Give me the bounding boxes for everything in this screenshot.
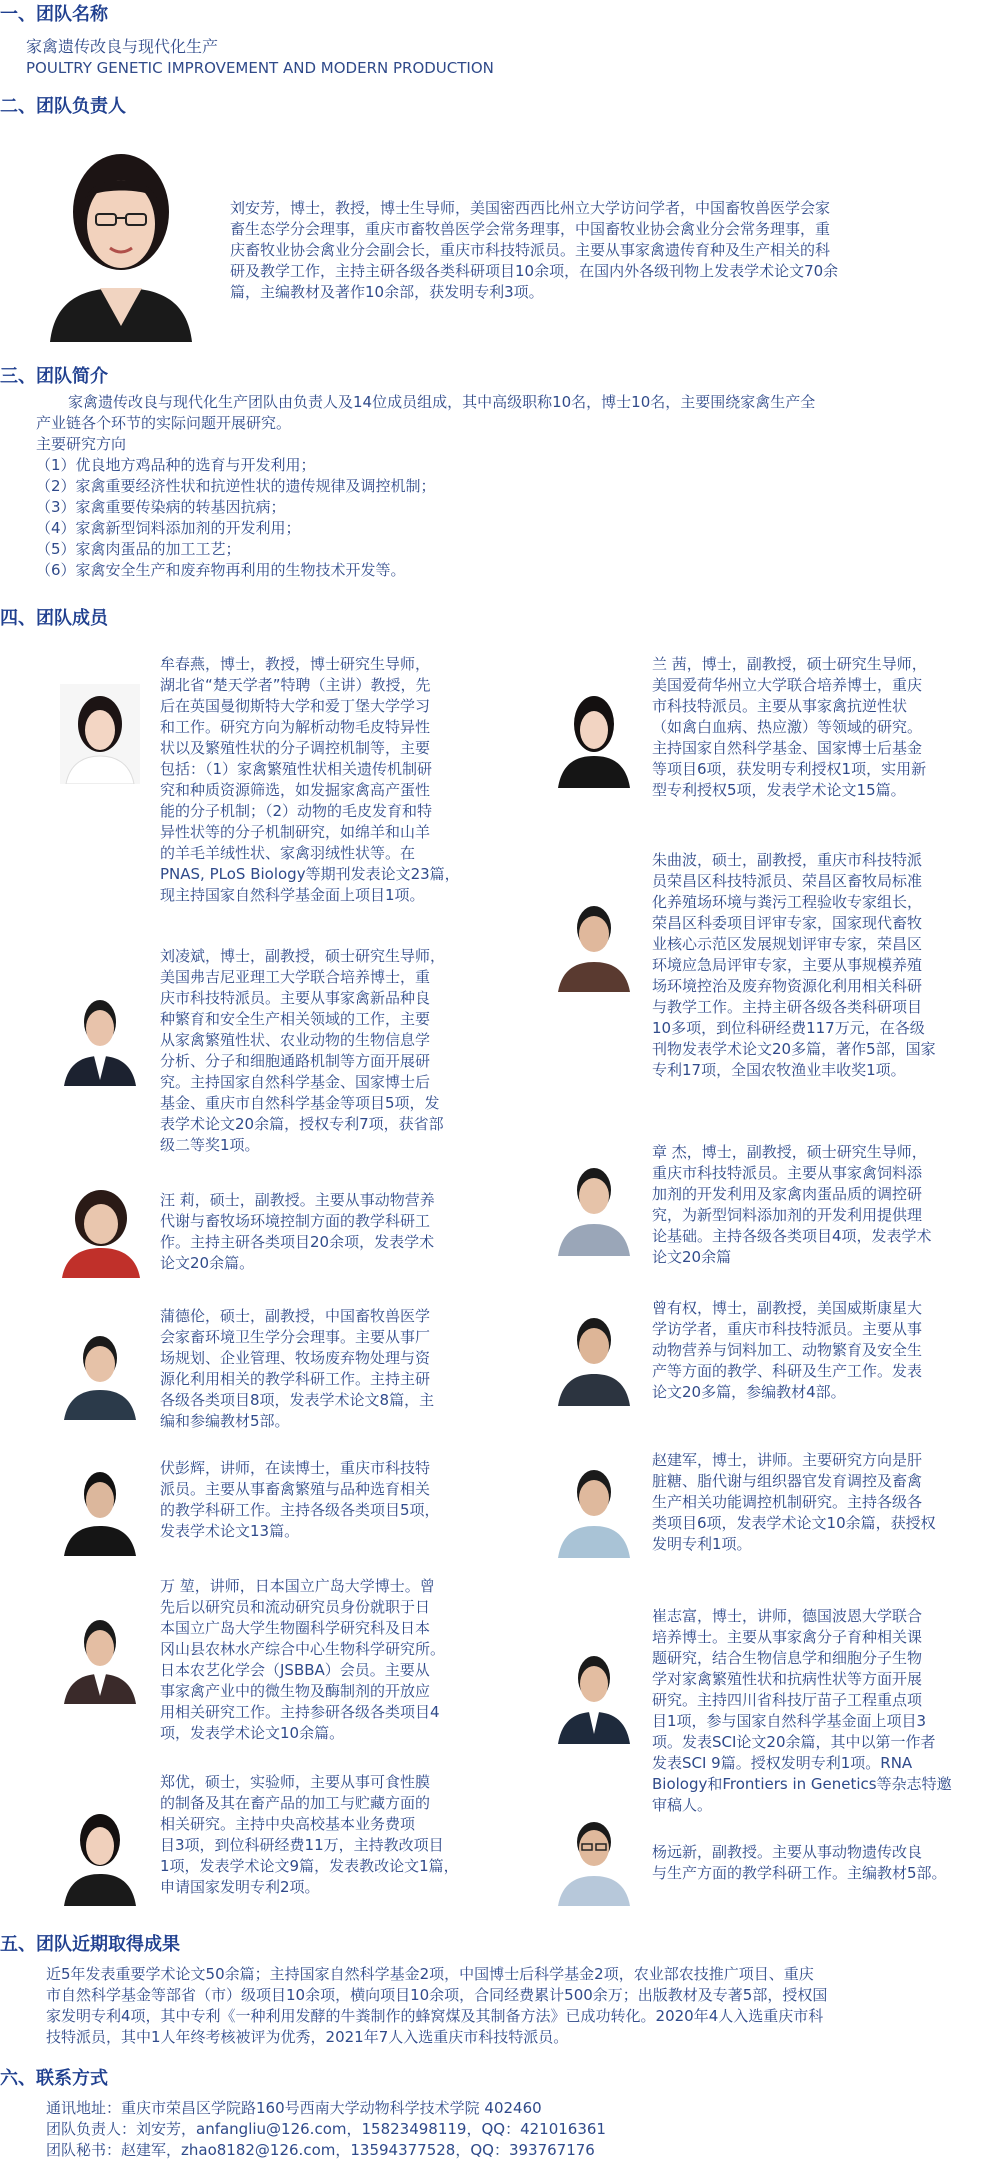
member-bio-line: 牟春燕，博士，教授，博士研究生导师， — [160, 655, 431, 673]
member-bio-line: 发表学术论文13篇。 — [160, 1522, 300, 1540]
member-bio-line: 事家禽产业中的微生物及酶制剂的开放应 — [160, 1682, 431, 1700]
member-bio-line: 相关研究。主持中央高校基本业务费项 — [160, 1815, 416, 1833]
member-bio-line: 场规划、企业管理、牧场废弃物处理与资 — [160, 1349, 431, 1367]
member-bio-line: 作。主持主研各类项目20余项，发表学术 — [160, 1233, 435, 1251]
member-bio-line: 刘凌斌，博士，副教授，硕士研究生导师， — [160, 947, 446, 965]
member-bio-line: 本国立广岛大学生物圈科学研究科及日本 — [160, 1619, 431, 1637]
member-bio-line: 研究。主持四川省科技厅苗子工程重点项 — [652, 1691, 923, 1709]
member-bio-line: 后在英国曼彻斯特大学和爱丁堡大学学习 — [160, 697, 431, 715]
member-bio-line: 市科技特派员。主要从事家禽抗逆性状 — [652, 697, 908, 715]
leader-photo — [40, 138, 202, 342]
member-photo — [554, 1806, 634, 1906]
member-bio-line: 专利17项，全国农牧渔业丰收奖1项。 — [652, 1061, 906, 1079]
member-bio-line: 伏彭辉，讲师，在读博士，重庆市科技特 — [160, 1459, 431, 1477]
member-bio-line: 究和种质资源筛选，如发掘家禽高产蛋性 — [160, 781, 431, 799]
member-bio-line: 从家禽繁殖性状、农业动物的生物信息学 — [160, 1031, 431, 1049]
member-bio-line: 项。发表SCI论文20余篇，其中以第一作者 — [652, 1733, 936, 1751]
member-bio-line: 汪 莉，硕士，副教授。主要从事动物营养 — [160, 1191, 435, 1209]
member-bio-line: 基金、重庆市自然科学基金等项目5项，发 — [160, 1094, 440, 1112]
member-bio-line: 业核心示范区发展规划评审专家，荣昌区 — [652, 935, 923, 953]
team-intro-line: 产业链各个环节的实际问题开展研究。 — [36, 414, 292, 432]
member-bio-line: 曾有权，博士，副教授，美国威斯康星大 — [652, 1299, 923, 1317]
member-bio-line: 培养博士。主要从事家禽分子育种相关课 — [652, 1628, 923, 1646]
member-bio-line: 表学术论文20余篇，授权专利7项，获省部 — [160, 1115, 444, 1133]
member-bio-line: 等项目6项，获发明专利授权1项，实用新 — [652, 760, 927, 778]
member-photo — [554, 890, 634, 992]
research-direction-item: （1）优良地方鸡品种的选育与开发利用； — [36, 456, 316, 474]
leader-bio-line: 篇，主编教材及著作10余部，获发明专利3项。 — [230, 283, 544, 301]
team-name-cn: 家禽遗传改良与现代化生产 — [26, 37, 219, 56]
member-bio-line: 员荣昌区科技特派员、荣昌区畜牧局标准 — [652, 872, 923, 890]
member-bio — [652, 1606, 952, 1816]
member-bio — [160, 1772, 459, 1898]
section-title-team-members: 四、团队成员 — [0, 608, 108, 629]
member-bio-line: 美国弗吉尼亚理工大学联合培养博士，重 — [160, 968, 431, 986]
member-bio-line: 兰 茜，博士，副教授，硕士研究生导师， — [652, 655, 927, 673]
member-bio-line: 重庆市科技特派员。主要从事家禽饲料添 — [652, 1164, 923, 1182]
member-bio-line: 万 堃，讲师，日本国立广岛大学博士。曾 — [160, 1577, 435, 1595]
achievements-text — [46, 1964, 827, 2048]
member-bio-line: 章 杰，博士，副教授，硕士研究生导师， — [652, 1143, 927, 1161]
member-bio-line: 会家畜环境卫生学分会理事。主要从事厂 — [160, 1328, 431, 1346]
member-bio-line: 环境应急局评审专家，主要从事规模养殖 — [652, 956, 923, 974]
member-bio-line: 生产相关功能调控机制研究。主持各级各 — [652, 1493, 923, 1511]
member-photo — [554, 1454, 634, 1558]
member-bio-line: 级二等奖1项。 — [160, 1136, 260, 1154]
member-bio-line: 庆市科技特派员。主要从事家禽新品种良 — [160, 989, 431, 1007]
member-bio — [652, 850, 936, 1081]
member-bio-line: 先后以研究员和流动研究员身份就职于日 — [160, 1598, 431, 1616]
member-bio-line: 各级各类项目8项，发表学术论文8篇，主 — [160, 1391, 435, 1409]
member-bio-line: 究，为新型饲料添加剂的开发利用提供理 — [652, 1206, 923, 1224]
member-bio-line: 动物营养与饲料加工、动物繁育及安全生 — [652, 1341, 923, 1359]
contact-address: 通讯地址：重庆市荣昌区学院路160号西南大学动物科学技术学院 402460 — [46, 2099, 542, 2117]
member-bio-line: 编和参编教材5部。 — [160, 1412, 290, 1430]
team-intro-line: 家禽遗传改良与现代化生产团队由负责人及14位成员组成，其中高级职称10名，博士10名，主要围绕家禽生产全 — [68, 393, 816, 411]
member-bio-line: 的教学科研工作。主持各级各类项目5项， — [160, 1501, 440, 1519]
member-bio-line: 杨远新，副教授。主要从事动物遗传改良 — [652, 1843, 923, 1861]
member-bio-line: 种繁育和安全生产相关领域的工作，主要 — [160, 1010, 431, 1028]
member-bio-line: 申请国家发明专利2项。 — [160, 1878, 320, 1896]
team-intro — [36, 392, 815, 581]
member-bio-line: 能的分子机制；（2）动物的毛皮发育和特 — [160, 802, 433, 820]
member-bio-line: 脏糖、脂代谢与组织器官发育调控及畜禽 — [652, 1472, 923, 1490]
research-directions-title: 主要研究方向 — [36, 435, 127, 453]
member-bio-line: 目1项，参与国家自然科学基金面上项目3 — [652, 1712, 927, 1730]
section-title-team-leader: 二、团队负责人 — [0, 96, 126, 117]
member-bio-line: 包括：（1）家禽繁殖性状相关遗传机制研 — [160, 760, 433, 778]
achievements-line: 近5年发表重要学术论文50余篇；主持国家自然科学基金2项，中国博士后科学基金2项，农业部农技推广项目、重庆 — [46, 1965, 814, 1983]
member-bio-line: 朱曲波，硕士，副教授，重庆市科技特派 — [652, 851, 923, 869]
member-bio-line: 项，发表学术论文10余篇。 — [160, 1724, 345, 1742]
achievements-line: 技特派员，其中1人年终考核被评为优秀，2021年7人入选重庆市科技特派员。 — [46, 2028, 569, 2046]
member-photo — [60, 1800, 140, 1906]
member-photo — [60, 1320, 140, 1420]
member-bio-line: 题研究，结合生物信息学和细胞分子生物 — [652, 1649, 923, 1667]
member-bio-line: 主持国家自然科学基金、国家博士后基金 — [652, 739, 923, 757]
contact-leader[interactable]: 团队负责人：刘安芳，anfangliu@126.com，15823498119，QQ：421016361 — [46, 2120, 606, 2138]
research-direction-item: （3）家禽重要传染病的转基因抗病； — [36, 498, 286, 516]
leader-bio-line: 畜生态学分会理事，重庆市畜牧兽医学会常务理事，中国畜牧业协会禽业分会常务理事，重 — [230, 220, 831, 238]
member-bio — [652, 1142, 932, 1268]
member-bio-line: PNAS, PLoS Biology等期刊发表论文23篇， — [160, 865, 460, 883]
achievements-line: 市自然科学基金等部省（市）级项目10余项，横向项目10余项，合同经费累计500余万；出版教材及专著5部，授权国 — [46, 1986, 828, 2004]
section-title-team-name: 一、团队名称 — [0, 4, 108, 25]
member-bio-line: Biology和Frontiers in Genetics等杂志特邀 — [652, 1775, 952, 1793]
member-bio-line: 代谢与畜牧场环境控制方面的教学科研工 — [160, 1212, 431, 1230]
section-title-contact: 六、联系方式 — [0, 2068, 108, 2089]
member-photo — [60, 684, 140, 784]
member-bio — [160, 946, 445, 1156]
member-photo — [554, 1302, 634, 1406]
contact-info — [46, 2098, 606, 2161]
member-bio-line: 发表SCI 9篇。授权发明专利1项。RNA — [652, 1754, 913, 1772]
member-bio-line: 论基础。主持各级各类项目4项，发表学术 — [652, 1227, 932, 1245]
member-bio-line: 加剂的开发利用及家禽肉蛋品质的调控研 — [652, 1185, 923, 1203]
member-bio-line: 究。主持国家自然科学基金、国家博士后 — [160, 1073, 431, 1091]
member-bio-line: 湖北省“楚天学者”特聘（主讲）教授，先 — [160, 676, 431, 694]
member-bio-line: 与教学工作。主持主研各级各类科研项目 — [652, 998, 923, 1016]
member-bio-line: 状以及繁殖性状的分子调控机制等，主要 — [160, 739, 431, 757]
member-photo — [60, 1178, 142, 1278]
leader-bio-line: 庆畜牧业协会禽业分会副会长，重庆市科技特派员。主要从事家禽遗传育种及生产相关的科 — [230, 241, 831, 259]
member-bio-line: 的羊毛羊绒性状、家禽羽绒性状等。在 — [160, 844, 416, 862]
member-bio-line: 蒲德伦，硕士，副教授，中国畜牧兽医学 — [160, 1307, 431, 1325]
member-bio-line: 现主持国家自然科学基金面上项目1项。 — [160, 886, 425, 904]
member-bio-line: 论文20多篇，参编教材4部。 — [652, 1383, 846, 1401]
member-photo — [554, 1152, 634, 1256]
member-photo — [60, 1604, 140, 1704]
member-bio-line: 型专利授权5项，发表学术论文15篇。 — [652, 781, 906, 799]
member-bio-line: 化养殖场环境与粪污工程验收专家组长， — [652, 893, 923, 911]
leader-bio-line: 刘安芳，博士，教授，博士生导师，美国密西西比州立大学访问学者，中国畜牧兽医学会家 — [230, 199, 831, 217]
member-bio-line: 产等方面的教学、科研及生产工作。发表 — [652, 1362, 923, 1380]
leader-bio-line: 研及教学工作，主持主研各级各类科研项目10余项，在国内外各级刊物上发表学术论文70余 — [230, 262, 839, 280]
member-bio — [160, 654, 460, 906]
member-bio — [652, 654, 927, 801]
contact-secretary[interactable]: 团队秘书：赵建军，zhao8182@126.com，13594377528，QQ：393767176 — [46, 2141, 595, 2159]
member-bio-line: 场环境控治及废弃物资源化利用相关科研 — [652, 977, 923, 995]
member-bio-line: 学访学者，重庆市科技特派员。主要从事 — [652, 1320, 923, 1338]
member-bio-line: 论文20余篇。 — [160, 1254, 255, 1272]
member-bio — [160, 1190, 435, 1274]
member-bio-line: 用相关研究工作。主持参研各级各类项目4 — [160, 1703, 440, 1721]
member-photo — [60, 1456, 140, 1556]
member-bio-line: 异性状等的分子机制研究，如绵羊和山羊 — [160, 823, 431, 841]
achievements-line: 家发明专利4项，其中专利《一种利用发酵的牛粪制作的蜂窝煤及其制备方法》已成功转化。2020年4人入选重庆市科 — [46, 2007, 824, 2025]
member-bio-line: 类项目6项，发表学术论文10余篇，获授权 — [652, 1514, 936, 1532]
member-bio — [652, 1450, 936, 1555]
member-bio-line: 论文20余篇 — [652, 1248, 732, 1266]
member-bio-line: 分析、分子和细胞通路机制等方面开展研 — [160, 1052, 431, 1070]
member-bio-line: 冈山县农林水产综合中心生物科学研究所。 — [160, 1640, 446, 1658]
member-photo — [60, 984, 140, 1086]
member-bio-line: 刊物发表学术论文20多篇，著作5部，国家 — [652, 1040, 936, 1058]
member-bio — [652, 1842, 947, 1884]
member-bio — [160, 1458, 440, 1542]
member-photo — [554, 1640, 634, 1744]
research-direction-item: （2）家禽重要经济性状和抗逆性状的遗传规律及调控机制； — [36, 477, 436, 495]
member-bio-line: （如禽白血病、热应激）等领域的研究。 — [652, 718, 923, 736]
member-bio-line: 学对家禽繁殖性状和抗病性状等方面开展 — [652, 1670, 923, 1688]
member-bio-line: 荣昌区科委项目评审专家，国家现代畜牧 — [652, 914, 923, 932]
member-bio-line: 美国爱荷华州立大学联合培养博士，重庆 — [652, 676, 923, 694]
member-bio-line: 发明专利1项。 — [652, 1535, 752, 1553]
member-photo — [554, 684, 634, 788]
member-bio-line: 与生产方面的教学科研工作。主编教材5部。 — [652, 1864, 947, 1882]
section-title-achievements: 五、团队近期取得成果 — [0, 1934, 180, 1955]
member-bio-line: 10多项，到位科研经费117万元，在各级 — [652, 1019, 925, 1037]
member-bio-line: 源化利用相关的教学科研工作。主持主研 — [160, 1370, 431, 1388]
member-bio-line: 1项，发表学术论文9篇，发表教改论文1篇， — [160, 1857, 459, 1875]
member-bio-line: 郑优，硕士，实验师，主要从事可食性膜 — [160, 1773, 431, 1791]
team-name-en: POULTRY GENETIC IMPROVEMENT AND MODERN PRODUCTION — [26, 59, 494, 77]
research-direction-item: （4）家禽新型饲料添加剂的开发利用； — [36, 519, 301, 537]
member-bio-line: 日本农艺化学会（JSBBA）会员。主要从 — [160, 1661, 430, 1679]
member-bio-line: 崔志富，博士，讲师，德国波恩大学联合 — [652, 1607, 923, 1625]
research-direction-item: （6）家禽安全生产和废弃物再利用的生物技术开发等。 — [36, 561, 406, 579]
member-bio-line: 审稿人。 — [652, 1796, 713, 1814]
section-title-team-intro: 三、团队简介 — [0, 366, 108, 387]
member-bio-line: 的制备及其在畜产品的加工与贮藏方面的 — [160, 1794, 431, 1812]
member-bio — [160, 1576, 445, 1744]
member-bio-line: 赵建军，博士，讲师。主要研究方向是肝 — [652, 1451, 923, 1469]
leader-bio — [230, 198, 838, 303]
member-bio — [652, 1298, 922, 1403]
member-bio — [160, 1306, 434, 1432]
member-bio-line: 和工作。研究方向为解析动物毛皮特异性 — [160, 718, 431, 736]
member-bio-line: 目3项，到位科研经费11万，主持教改项目 — [160, 1836, 444, 1854]
research-direction-item: （5）家禽肉蛋品的加工工艺； — [36, 540, 241, 558]
member-bio-line: 派员。主要从事畜禽繁殖与品种选育相关 — [160, 1480, 431, 1498]
